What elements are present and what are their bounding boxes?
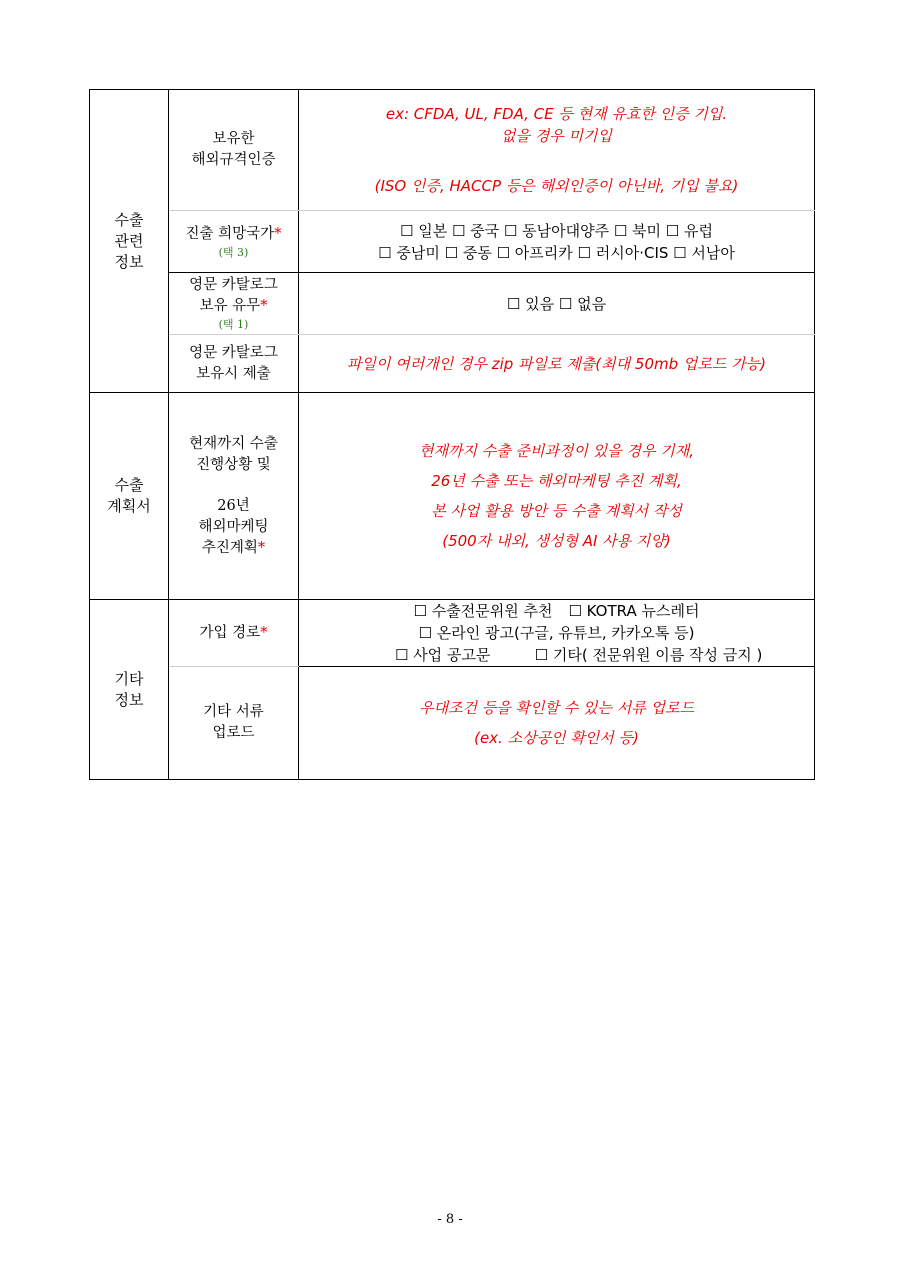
certification-note-3: (ISO 인증, HACCP 등은 해외인증이 아닌바, 기입 불요) — [374, 177, 739, 195]
certification-note-2: 없을 경우 미기입 — [501, 127, 612, 145]
export-plan-label-5: 추진계획 — [201, 539, 258, 556]
catalog-owned-label — [169, 273, 299, 335]
export-plan-label — [169, 393, 299, 600]
export-plan-label-1: 현재까지 수출 — [189, 435, 278, 452]
section-export-plan — [90, 393, 169, 600]
join-route-label-text: 가입 경로 — [199, 624, 261, 641]
export-plan-label-4: 해외마케팅 — [198, 518, 269, 535]
other-docs-label-2: 업로드 — [212, 725, 255, 741]
join-route-option-expert[interactable]: ☐ 수출전문위원 추천 — [413, 602, 553, 620]
join-route-options[interactable] — [299, 600, 815, 667]
export-plan-label-3: 26년 — [217, 497, 250, 514]
target-country-label-text: 진출 희망국가 — [185, 225, 275, 242]
other-docs-note-2: (ex. 소상공인 확인서 등) — [474, 729, 639, 747]
catalog-owned-hint: (택 1) — [218, 318, 249, 331]
section-export-plan-label: 수출 계획서 — [107, 476, 151, 515]
other-docs-upload[interactable] — [299, 667, 815, 780]
other-docs-label-1: 기타 서류 — [203, 704, 264, 720]
section-export-info — [90, 90, 169, 393]
catalog-submit-upload[interactable]: 파일이 여러개인 경우 zip 파일로 제출(최대 50mb 업로드 가능) — [299, 335, 815, 393]
required-mark: * — [260, 624, 268, 641]
certification-label-text: 보유한 해외규격인증 — [191, 131, 276, 168]
certification-note-1: ex: CFDA, UL, FDA, CE 등 현재 유효한 인증 기입. — [385, 105, 728, 123]
export-plan-note-2: 26년 수출 또는 해외마케팅 추진 계획, — [431, 472, 682, 490]
join-route-option-online-ad[interactable]: ☐ 온라인 광고(구글, 유튜브, 카카오톡 등) — [418, 624, 695, 642]
section-other-info — [90, 600, 169, 780]
catalog-owned-options[interactable]: ☐ 있음 ☐ 없음 — [299, 273, 815, 335]
export-plan-note-3: 본 사업 활용 방안 등 수출 계획서 작성 — [431, 502, 682, 520]
export-plan-note-4: (500자 내외, 생성형 AI 사용 지양) — [442, 532, 671, 550]
required-mark: * — [257, 539, 266, 556]
export-plan-input[interactable] — [299, 393, 815, 600]
catalog-submit-label — [169, 335, 299, 393]
required-mark: * — [260, 298, 268, 314]
target-country-hint: (택 3) — [218, 245, 249, 259]
export-plan-note-1: 현재까지 수출 준비과정이 있을 경우 기재, — [419, 442, 694, 460]
page-number: - 8 - — [437, 1212, 463, 1227]
join-route-label — [169, 600, 299, 667]
required-mark: * — [274, 225, 282, 242]
certification-input[interactable] — [299, 90, 815, 211]
section-other-info-label: 기타 정보 — [114, 669, 144, 709]
catalog-owned-label-text: 영문 카탈로그 보유 유무 — [189, 277, 278, 314]
target-country-label — [169, 211, 299, 273]
other-docs-note-1: 우대조건 등을 확인할 수 있는 서류 업로드 — [419, 699, 694, 717]
other-docs-label — [169, 667, 299, 780]
target-country-options[interactable] — [299, 211, 815, 273]
target-country-options-line-1[interactable]: ☐ 일본 ☐ 중국 ☐ 동남아대양주 ☐ 북미 ☐ 유럽 — [399, 221, 713, 240]
export-plan-label-2: 진행상황 및 — [196, 456, 271, 473]
catalog-submit-label-text: 영문 카탈로그 보유시 제출 — [189, 344, 278, 382]
certification-label — [169, 90, 299, 211]
join-route-option-other[interactable]: ☐ 기타( 전문위원 이름 작성 금지 ) — [534, 646, 763, 664]
target-country-options-line-2[interactable]: ☐ 중남미 ☐ 중동 ☐ 아프리카 ☐ 러시아·CIS ☐ 서남아 — [378, 243, 735, 262]
join-route-option-notice[interactable]: ☐ 사업 공고문 — [394, 646, 491, 664]
section-export-info-label: 수출 관련 정보 — [114, 210, 144, 271]
application-form-table — [89, 89, 815, 780]
join-route-option-newsletter[interactable]: ☐ KOTRA 뉴스레터 — [568, 602, 700, 620]
